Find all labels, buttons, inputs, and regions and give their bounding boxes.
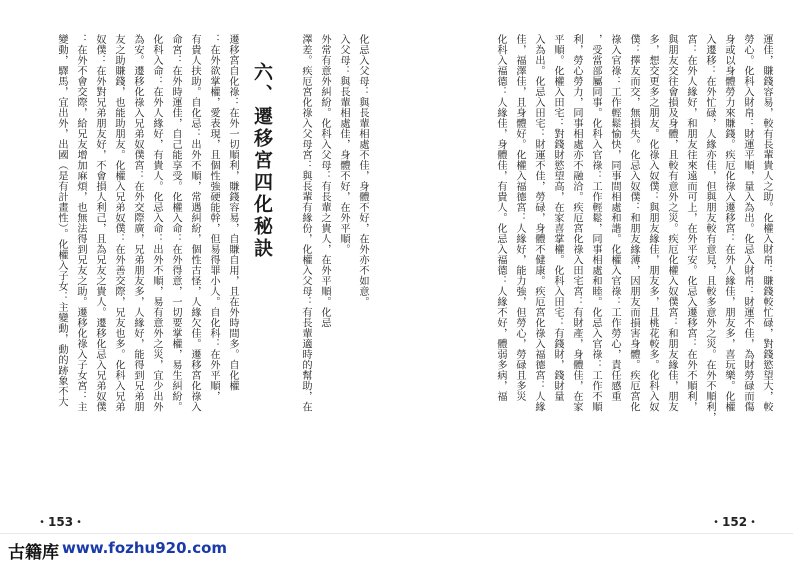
- section-heading: 六、遷移宮四化秘訣: [251, 62, 273, 260]
- text-column: 澤差。疾厄宮化祿入父母宮：與長輩有緣份，化權入父母：有長輩適時的幫助，在: [300, 34, 311, 412]
- column-spacer: [286, 34, 294, 504]
- text-column: 祿入官祿：工作輕鬆愉快，同事間相處和諧。化權入官祿：工作勞心，責任感重: [609, 34, 620, 402]
- watermark-site-name: 古籍库: [8, 543, 59, 563]
- text-column: 運佳，賺錢容易，較有長輩貴人之助。化權入財帛：賺錢較忙碌，對錢慾望大，較: [761, 34, 772, 412]
- text-column: 平順。化權入田宅：對錢財慾望高，在家喜掌權。化科入田宅：有錢財，錢財量: [552, 34, 563, 402]
- text-column: 入為出。化忌入田宅：財運不佳，勞碌，身體不健康。疾厄宮化祿入福德宮：人緣: [533, 34, 544, 412]
- text-column: 有貴人扶助。自化忌：出外不順，常遇糾紛，個性古怪，人緣欠佳。遷移宮化祿入: [189, 34, 200, 412]
- text-column: 僕：擇友而交，無損失。化忌入奴僕：和朋友緣薄，因朋友而損害身體。疾厄宮化: [628, 34, 639, 412]
- text-column: 遷移宮自化祿：在外一切順利，賺錢容易，自賺自用，且在外時間多。自化權: [227, 34, 238, 391]
- page-number-right: ・152・: [710, 515, 760, 529]
- text-column: 入父母：與長輩相處佳，身體不好，在外平順。: [338, 34, 349, 255]
- text-column: 為安。遷移化祿入兄弟奴僕宮：在外交際廣，兄弟朋友多，人緣好，能得到兄弟朋: [132, 34, 143, 412]
- text-column: ：在外不會交際，給兄友增加麻煩，也無法得到兄友之助。遷移化祿入子女宮：主: [75, 34, 86, 412]
- text-column: 利，勞心勞力，同事相處亦不融洽。疾厄宮化祿入田宅宮：有財產，身體佳，在家: [571, 34, 582, 412]
- text-column: 化科入福德：人緣佳，身體佳，有貴人。化忌入福德：人緣不好，體弱多病，福: [495, 34, 506, 402]
- text-column: 入遷移：在外忙碌，人緣亦佳，但與朋友較有意見，且較多意外之災。在外不順利，: [704, 34, 715, 423]
- text-column: 身或以身體勞力來賺錢。疾厄化祿入遷移宮：在外人緣佳，朋友多，喜玩樂。化權: [723, 34, 734, 412]
- text-column: 變動，驛馬，宜出外，出國（是有計畫性）。化權入子女：主變動，動的跡象不大: [56, 34, 67, 407]
- text-column: ：在外欲掌權，愛表現，且個性強硬能幹，但易得罪小人。自化科：在外平順，: [208, 34, 219, 402]
- text-column: 多，想交更多之朋友。化祿入奴僕：與朋友緣佳，朋友多，且桃花較多。化科入奴: [647, 34, 658, 412]
- text-column: 奴僕：在外對兄弟朋友好，不會損人利己，且為兄友之貴人。遷移化忌入兄弟奴僕: [94, 34, 105, 412]
- text-column: 佳，福澤佳，且身體好。化權入福德宮：人緣好，能力強，但勞心，勞碌且多災: [514, 34, 525, 402]
- text-column: 化科入命：在外人緣好，有貴人。化忌入命：出外不順，易有意外之災，宜少出外: [151, 34, 162, 412]
- text-column: 宮：在外人緣好，和朋友往來遠而可上，在外平安。化忌入遷移宮：在外不順利，: [685, 34, 696, 412]
- text-column: ，受當部屬同事。化科入官祿：工作輕鬆，同事相處和睦。化忌入官祿：工作不順: [590, 34, 601, 412]
- text-column: 友之助賺錢，也能助朋友。化權入兄弟奴僕：在外善交際，兄友也多。化科入兄弟: [113, 34, 124, 412]
- left-page: [26, 34, 370, 504]
- text-column: 與朋友交往會損及身體，且較有意外之災。疾厄化權入奴僕宮：和朋友緣佳，朋友: [666, 34, 677, 412]
- text-column: 化忌入父母：與長輩相處不佳，身體不好，在外亦不如意。: [357, 34, 368, 307]
- watermark-bar: [0, 533, 793, 562]
- text-column: 勞心。化科入財帛：財運平順，量入為出。化忌入財帛：財運不佳，為財勞碌而傷: [742, 34, 753, 412]
- text-column: 命宮：在外時運佳，自己能享受。化權入命：在外得意，一切要掌權，易生糾紛。: [170, 34, 181, 412]
- text-column: 外常有意外糾紛。化科入父母：有長輩之貴人，在外平順。化忌: [319, 34, 330, 328]
- watermark-url[interactable]: www.fozhu920.com: [62, 539, 228, 557]
- page-number-left: ・153・: [36, 515, 86, 529]
- right-page: [418, 34, 774, 504]
